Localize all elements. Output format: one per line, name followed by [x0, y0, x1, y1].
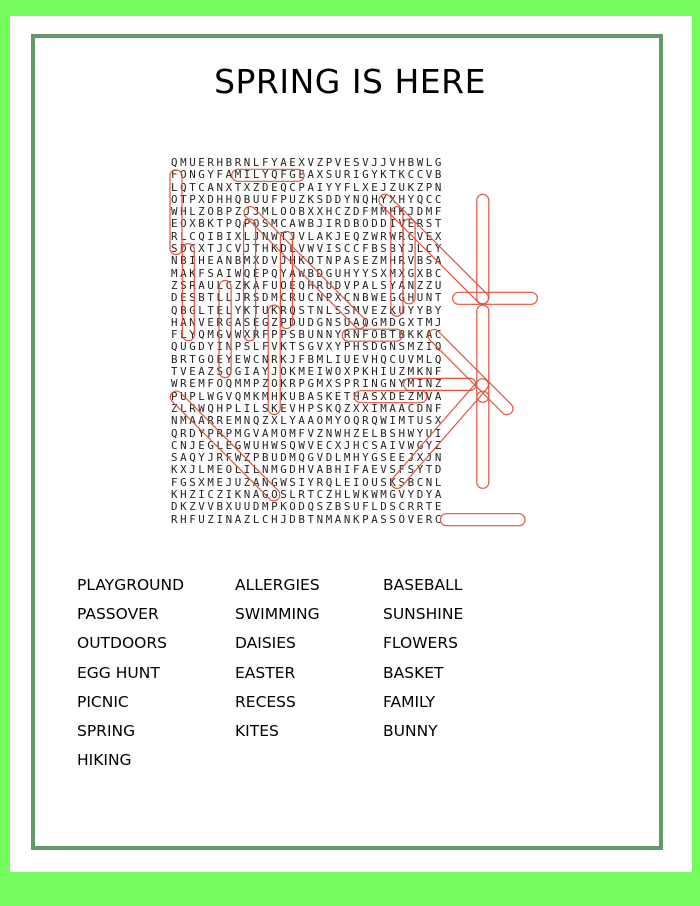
word-list-item: FAMILY	[383, 692, 436, 711]
grid-row-letters: RLCQIBIXLJNWTJVLAKJEQZWRWRCVEX	[171, 229, 445, 243]
grid-row-letters: MAKFSAIWQEPQYAWBDGUHYYSXMXGXBC	[171, 266, 445, 280]
grid-row-letters: NMAARREMNQZXLYAAOMYOQRQWIMTUSX	[171, 414, 445, 428]
grid-row-letters: ZSRAULCZKAFUOEQHRUDVPALSYANZZU	[171, 278, 445, 292]
grid-row-letters: LQTCANXTXZDEQCPAIYYFLXEJZUKZPN	[171, 180, 445, 194]
grid-row-letters: RHFUZINAZLCHJDBTNMANKPASSOVERC	[171, 512, 445, 526]
page-title: SPRING IS HERE	[214, 62, 486, 101]
grid-row-letters: OTPXDHHQBUUFPUZKSDDYNQHYXHYQCC	[171, 192, 445, 206]
grid-row-letters: DESBTLLJRSDMCRUCNPXCNBWEGGHUNT	[171, 291, 445, 305]
grid-row-letters: QRDYPRPMGVAMOMFVZNWHZELBSHWYUI	[171, 426, 445, 440]
grid-row-letters: TVEAZSOGIAYJOKMEIWOXPKHIUZMKNF	[171, 365, 445, 379]
word-list-column-2	[235, 575, 320, 750]
grid-row	[171, 514, 539, 526]
grid-row-letters: ZLRWQHPLILSKEVHPSKQZXXIMAACDNF	[171, 401, 445, 415]
grid-row-letters: BRTGOEYEWCNRKJFBMLIUEVHQCUVMLQ	[171, 352, 445, 366]
word-list-item: EASTER	[235, 663, 296, 682]
word-list-item: BASKET	[383, 663, 444, 682]
grid-row-letters: SAQYJRFWZPBUDMQGVDLMHYGSEEJXJN	[171, 451, 445, 465]
word-list-column-1	[77, 575, 184, 779]
word-list-item: EGG HUNT	[77, 663, 160, 682]
grid-row-letters: QMUERHBRNLFYAEXVZPVESVJJVHBWLG	[171, 156, 445, 169]
word-list-item: PASSOVER	[77, 605, 159, 624]
word-list-column-3	[383, 575, 463, 750]
word-list-item: DAISIES	[235, 634, 296, 653]
grid-row-letters: NBIHEANBMXDVJHKOTNPASEZMHRVBSA	[171, 254, 445, 268]
word-list-item: PICNIC	[77, 692, 129, 711]
word-list-item: SPRING	[77, 721, 136, 740]
word-list-item: BUNNY	[383, 721, 438, 740]
word-list-item: RECESS	[235, 692, 296, 711]
grid-row-letters: FGSXMEJUZANGWSIYRQLEIOUSKSBCNL	[171, 475, 445, 489]
word-list-item: ALLERGIES	[235, 576, 320, 594]
grid-row-letters: HANVERGASEGZPDUDGNSUAQGMDGXTMJ	[171, 315, 445, 329]
word-list-item: BASEBALL	[383, 576, 463, 594]
word-list-item: PLAYGROUND	[77, 576, 185, 594]
word-list-item: KITES	[235, 721, 279, 740]
grid-row-letters: FLYQMGVWXRFPPSBUNNYRNFOBTBKKAC	[171, 328, 445, 342]
grid-row-letters: PUPLWGVQMKMHKUBASKETHASXDEZMVA	[171, 389, 445, 403]
grid-row-letters: QUGDYINPSLFVKTSGVXYPHSDGNSMZIQ	[171, 340, 445, 354]
letter-grid	[171, 157, 539, 526]
grid-row-letters: FONGYFAMILYQFGEAXSURIGYKTKCCVB	[171, 168, 445, 182]
grid-row-letters: SDCXTJCVJTHKDLVWVISCCFBSBYJLCY	[171, 242, 445, 256]
grid-row-letters: KHZICZIKNAGOSLRTCZHLWKWMGVYDYA	[171, 488, 445, 502]
word-list-item: SWIMMING	[235, 605, 320, 624]
word-list-item: HIKING	[77, 751, 132, 770]
word-list-item: FLOWERS	[383, 634, 458, 653]
grid-row-letters: WHLZOBPZJJMLOOBXXHCZDFMMHKJDMF	[171, 205, 445, 219]
grid-row-letters: QBGLTELYKTUKRQSTNLSSMVEZKUYYBY	[171, 303, 445, 317]
word-list-item: OUTDOORS	[77, 634, 167, 653]
grid-row-letters: EOXBKTPQPOSMCAWBJIRDBODDIVERST	[171, 217, 445, 231]
word-list-item: SUNSHINE	[383, 605, 464, 624]
grid-row-letters: WREMFOQMMPZOKRPGMXSPRINGNYMINZ	[171, 377, 445, 391]
grid-row-letters: KXJLMEOLILNMGDHVABHIFAEVSFSYTD	[171, 463, 445, 477]
grid-row-letters: DKZVVBXUUDMPKODQSZBSUFLDSCRRTE	[171, 500, 445, 514]
grid-row-letters: CNJEGLEGWUHWSQWVECXJHCSAIVWGYZ	[171, 438, 445, 452]
